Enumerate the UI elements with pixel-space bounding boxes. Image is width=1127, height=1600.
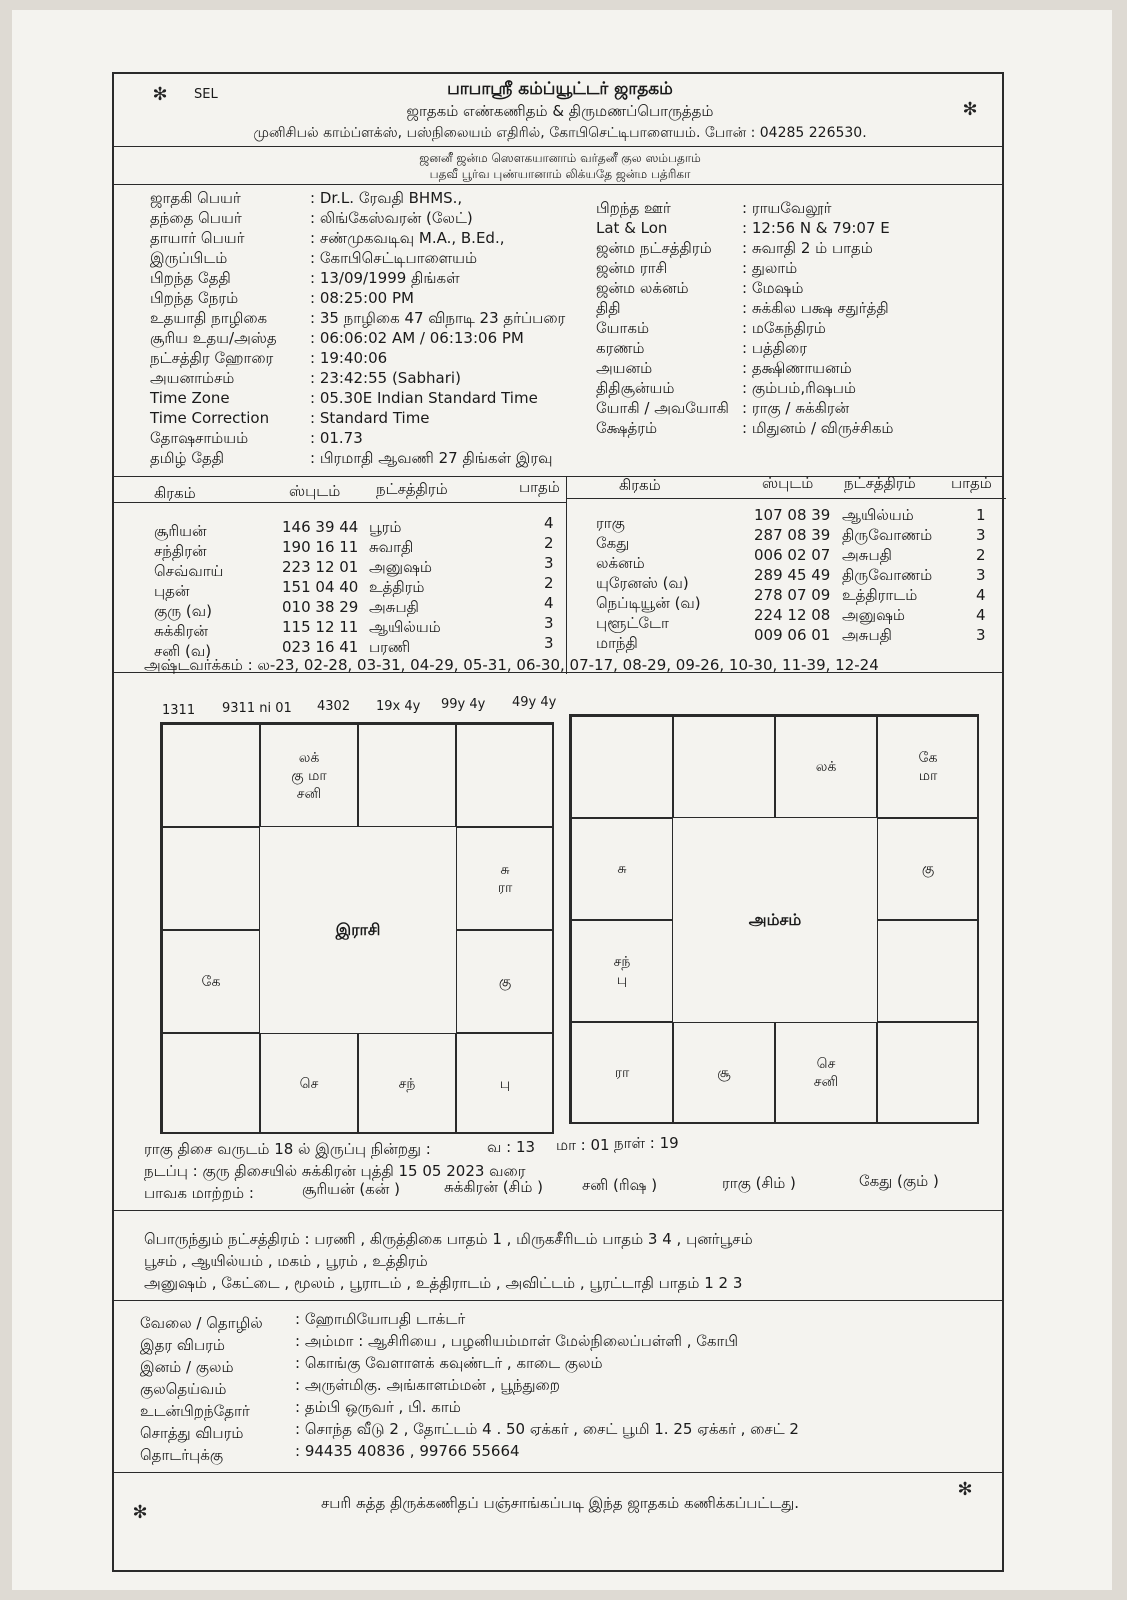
field-label: யோகி / அவயோகி <box>596 399 729 417</box>
rasi-house-8: சந் <box>358 1033 456 1134</box>
amsam-house-9: சூ <box>673 1022 775 1124</box>
footer-note: சபரி சுத்த திருக்கணிதப் பஞ்சாங்கப்படி இந்த ஜாதகம் கணிக்கப்பட்டது. <box>320 1494 800 1512</box>
planet-pada: 4 <box>976 606 986 624</box>
rasi-house-1 <box>162 724 260 827</box>
planet-pada: 3 <box>544 614 554 632</box>
dasa-balance: ராகு திசை வருடம் 18 ல் இருப்பு நின்றது : <box>144 1140 431 1158</box>
planet-sputam: 224 12 08 <box>754 606 831 624</box>
amsam-house-1 <box>571 716 673 818</box>
shop-address: முனிசிபல் காம்ப்ளக்ஸ், பஸ்நிலையம் எதிரில், கோபிசெட்டிபாளையம். போன் : 04285 226530. <box>253 125 867 141</box>
field-label: ஜன்ம நட்சத்திரம் <box>596 239 712 257</box>
matching-line-2: பூசம் , ஆயில்யம் , மகம் , பூரம் , உத்திரம் <box>144 1252 428 1270</box>
detail-label: குலதெய்வம் <box>140 1380 227 1398</box>
field-value: : 06:06:02 AM / 06:13:06 PM <box>310 329 524 347</box>
planet-pada: 4 <box>544 594 554 612</box>
col-header-graham-2: கிரகம் <box>619 476 661 494</box>
planet-name: லக்னம் <box>596 554 645 572</box>
planet-name: யுரேனஸ் (வ) <box>596 574 689 592</box>
field-label: தாயார் பெயர் <box>150 229 245 247</box>
field-label: பிறந்த ஊர் <box>596 199 671 217</box>
field-label: உதயாதி நாழிகை <box>150 309 268 327</box>
planet-pada: 2 <box>976 546 986 564</box>
ashtakavarga: அஷ்டவர்க்கம் : ல-23, 02-28, 03-31, 04-29, 05-31, 06-30, 07-17, 08-29, 09-26, 10-30, 11-39, 12-24 <box>144 656 879 674</box>
planet-star: உத்திராடம் <box>842 586 918 604</box>
planet-pada: 3 <box>976 526 986 544</box>
amsam-house-5: கு <box>877 818 979 920</box>
planet-sputam: 023 16 41 <box>282 638 359 656</box>
detail-label: இதர விபரம் <box>140 1336 225 1354</box>
planet-name: குரு (வ) <box>154 602 212 620</box>
planet-star: பரணி <box>369 638 411 656</box>
current-period: நடப்பு : குரு திசையில் சுக்கிரன் புத்தி 15 05 2023 வரை <box>144 1162 526 1180</box>
field-label: ஜன்ம லக்னம் <box>596 279 689 297</box>
field-label: கரணம் <box>596 339 645 357</box>
field-label: தந்தை பெயர் <box>150 209 242 227</box>
planet-sputam: 146 39 44 <box>282 518 359 536</box>
code-5: 99y 4y <box>441 697 486 712</box>
matching-line-3: அனுஷம் , கேட்டை , மூலம் , பூராடம் , உத்திராடம் , அவிட்டம் , பூரட்டாதி பாதம் 1 2 3 <box>144 1274 743 1292</box>
planet-name: புளூட்டோ <box>596 614 669 632</box>
field-value: : பத்திரை <box>742 339 807 357</box>
planet-pada: 4 <box>544 514 554 532</box>
field-value: : கோபிசெட்டிபாளையம் <box>310 249 478 267</box>
code-3: 4302 <box>317 699 351 714</box>
logo-icon-right: ✻ <box>962 99 978 120</box>
detail-value: : தம்பி ஒருவர் , பி. காம் <box>295 1398 461 1416</box>
matching-line-1: பொருந்தும் நட்சத்திரம் : பரணி , கிருத்திகை பாதம் 1 , மிருகசீரிடம் பாதம் 3 4 , புனர்பூசம் <box>144 1230 753 1248</box>
code-6: 49y 4y <box>512 695 557 710</box>
detail-label: வேலை / தொழில் <box>140 1314 263 1332</box>
field-value: : Dr.L. ரேவதி BHMS., <box>310 189 463 207</box>
planet-sputam: 278 07 09 <box>754 586 831 604</box>
shop-subtitle: ஜாதகம் எண்கணிதம் & திருமணப்பொருத்தம் <box>406 102 714 120</box>
field-label: யோகம் <box>596 319 650 337</box>
bhava-item: ராகு (சிம் ) <box>722 1174 796 1192</box>
code-4: 19x 4y <box>376 699 421 714</box>
planet-name: சனி (வ) <box>154 642 212 660</box>
rasi-house-7: பு <box>456 1033 554 1134</box>
field-label: சூரிய உதய/அஸ்த <box>150 329 277 347</box>
planet-pada: 3 <box>544 634 554 652</box>
detail-label: உடன்பிறந்தோர் <box>140 1402 250 1420</box>
detail-value: : அருள்மிகு. அங்காளம்மன் , பூந்துறை <box>295 1376 560 1394</box>
amsam-house-4: கே மா <box>877 716 979 818</box>
planet-star: ஆயில்யம் <box>369 618 441 636</box>
planet-sputam: 151 04 40 <box>282 578 359 596</box>
field-label: Time Correction <box>150 409 270 427</box>
col-header-patham: பாதம் <box>519 478 560 496</box>
field-value: : 23:42:55 (Sabhari) <box>310 369 461 387</box>
bhava-item: சனி (ரிஷ ) <box>582 1176 658 1194</box>
planet-name: நெப்டியூன் (வ) <box>596 594 701 612</box>
planet-pada: 2 <box>544 574 554 592</box>
bhava-item: சூரியன் (கன் ) <box>302 1180 400 1198</box>
field-label: ஜாதகி பெயர் <box>150 189 241 207</box>
field-label: திதி <box>596 299 621 317</box>
detail-value: : ஹோமியோபதி டாக்டர் <box>295 1310 466 1328</box>
planet-star: ஆயில்யம் <box>842 506 914 524</box>
code-1: 1311 <box>162 703 196 718</box>
field-label: நட்சத்திர ஹோரை <box>150 349 274 367</box>
amsam-house-8: செ சனி <box>775 1022 877 1124</box>
planet-pada: 1 <box>976 506 986 524</box>
planet-name: ராகு <box>596 514 625 532</box>
planet-name: சூரியன் <box>154 522 207 540</box>
field-value: : சுக்கில பக்ஷ சதுர்த்தி <box>742 299 889 317</box>
rasi-house-2: லக் கு மா சனி <box>260 724 358 827</box>
detail-label: இனம் / குலம் <box>140 1358 234 1376</box>
planet-star: திருவோணம் <box>842 566 933 584</box>
rasi-house-12 <box>162 827 260 930</box>
logo-icon-bottom-right: ✻ <box>957 1479 973 1500</box>
planet-star: அசுபதி <box>842 626 892 644</box>
bhava-item: கேது (கும் ) <box>859 1172 939 1190</box>
bhava-item: சுக்கிரன் (சிம் ) <box>444 1178 544 1196</box>
rasi-house-9: செ <box>260 1033 358 1134</box>
planet-pada: 2 <box>544 534 554 552</box>
planet-name: சுக்கிரன் <box>154 622 208 640</box>
detail-value: : அம்மா : ஆசிரியை , பழனியம்மாள் மேல்நிலைப்பள்ளி , கோபி <box>295 1332 738 1350</box>
detail-value: : சொந்த வீடு 2 , தோட்டம் 4 . 50 ஏக்கர் , சைட் பூமி 1. 25 ஏக்கர் , சைட் 2 <box>295 1420 799 1438</box>
field-value: : ராயவேலூர் <box>742 199 832 217</box>
rasi-house-6: கு <box>456 930 554 1033</box>
logo-icon-bottom-left: ✻ <box>132 1502 148 1523</box>
field-value: : 13/09/1999 திங்கள் <box>310 269 460 287</box>
col-header-sputam-2: ஸ்புடம் <box>762 474 814 492</box>
horoscope-sheet <box>12 10 1112 1590</box>
field-label: தோஷசாம்யம் <box>150 429 249 447</box>
planet-sputam: 287 08 39 <box>754 526 831 544</box>
field-value: : ராகு / சுக்கிரன் <box>742 399 850 417</box>
horoscope-frame <box>112 72 1004 1572</box>
col-header-sputam: ஸ்புடம் <box>289 482 341 500</box>
col-header-nakshatra-2: நட்சத்திரம் <box>844 474 916 492</box>
field-label: Lat & Lon <box>596 219 668 237</box>
dasa-years: வ : 13 <box>487 1138 536 1156</box>
planet-sputam: 223 12 01 <box>282 558 359 576</box>
amsam-center-label: அம்சம் <box>748 910 802 929</box>
field-value: : துலாம் <box>742 259 798 277</box>
amsam-house-10: ரா <box>571 1022 673 1124</box>
detail-label: சொத்து விபரம் <box>140 1424 244 1442</box>
amsam-house-6 <box>877 920 979 1022</box>
bhava-label: பாவக மாற்றம் : <box>144 1184 254 1202</box>
planet-pada: 3 <box>976 566 986 584</box>
planet-sputam: 009 06 01 <box>754 626 831 644</box>
field-label: க்ஷேத்ரம் <box>596 419 658 437</box>
field-label: பிறந்த நேரம் <box>150 289 239 307</box>
dasa-days: நாள் : 19 <box>614 1134 679 1152</box>
dasa-months: மா : 01 <box>556 1136 610 1154</box>
field-value: : மகேந்திரம் <box>742 319 826 337</box>
rasi-center-label: இராசி <box>335 920 381 939</box>
rasi-chart <box>160 722 554 1134</box>
amsam-house-12: சு <box>571 818 673 920</box>
planet-star: பூரம் <box>369 518 402 536</box>
detail-value: : கொங்கு வேளாளக் கவுண்டர் , காடை குலம் <box>295 1354 603 1372</box>
detail-value: : 94435 40836 , 99766 55664 <box>295 1442 520 1460</box>
planet-name: மாந்தி <box>596 634 638 652</box>
col-header-graham: கிரகம் <box>154 484 196 502</box>
amsam-house-3: லக் <box>775 716 877 818</box>
amsam-house-11: சந் பு <box>571 920 673 1022</box>
field-label: பிறந்த தேதி <box>150 269 231 287</box>
field-value: : Standard Time <box>310 409 430 427</box>
planet-star: அனுஷம் <box>369 558 432 576</box>
field-label: அயனம் <box>596 359 653 377</box>
planet-sputam: 107 08 39 <box>754 506 831 524</box>
col-header-nakshatra: நட்சத்திரம் <box>376 480 448 498</box>
field-label: தமிழ் தேதி <box>150 449 225 467</box>
field-value: : மேஷம் <box>742 279 804 297</box>
rasi-house-4 <box>456 724 554 827</box>
field-label: அயனாம்சம் <box>150 369 235 387</box>
field-value: : கும்பம்,ரிஷபம் <box>742 379 856 397</box>
blessing-line-1: ஜனனீ ஜன்ம ஸௌகயானாம் வர்தனீ குல ஸம்பதாம் <box>419 151 701 165</box>
planet-star: திருவோணம் <box>842 526 933 544</box>
amsam-chart <box>569 714 979 1124</box>
field-value: : மிதுனம் / விருச்சிகம் <box>742 419 894 437</box>
amsam-house-7 <box>877 1022 979 1124</box>
field-value: : 05.30E Indian Standard Time <box>310 389 538 407</box>
planet-name: புதன் <box>154 582 190 600</box>
planet-star: அனுஷம் <box>842 606 905 624</box>
logo-icon: ✻ <box>152 84 168 105</box>
blessing-line-2: பதவீ பூர்வ புண்யானாம் லிக்யதே ஜன்ம பத்ரிகா <box>429 167 691 181</box>
planet-star: சுவாதி <box>369 538 414 556</box>
field-value: : 01.73 <box>310 429 363 447</box>
code-2: 9311 ni 01 <box>222 701 292 716</box>
planet-pada: 4 <box>976 586 986 604</box>
field-value: : 08:25:00 PM <box>310 289 414 307</box>
rasi-house-3 <box>358 724 456 827</box>
planet-star: உத்திரம் <box>369 578 425 596</box>
field-value: : பிரமாதி ஆவணி 27 திங்கள் இரவு <box>310 449 553 467</box>
sel-mark: SEL <box>194 87 218 102</box>
amsam-house-2 <box>673 716 775 818</box>
planet-sputam: 289 45 49 <box>754 566 831 584</box>
planet-pada: 3 <box>544 554 554 572</box>
planet-name: செவ்வாய் <box>154 562 224 580</box>
field-label: ஜன்ம ராசி <box>596 259 668 277</box>
field-value: : சுவாதி 2 ம் பாதம் <box>742 239 873 257</box>
planet-sputam: 006 02 07 <box>754 546 831 564</box>
planet-sputam: 010 38 29 <box>282 598 359 616</box>
col-header-patham-2: பாதம் <box>951 474 992 492</box>
field-label: திதிசூன்யம் <box>596 379 675 397</box>
field-label: இருப்பிடம் <box>150 249 228 267</box>
field-value: : சண்முகவடிவு M.A., B.Ed., <box>310 229 505 247</box>
field-label: Time Zone <box>150 389 230 407</box>
planet-name: சந்திரன் <box>154 542 207 560</box>
field-value: : 12:56 N & 79:07 E <box>742 219 890 237</box>
shop-title: பாபாஸ்ரீ கம்ப்யூட்டர் ஜாதகம் <box>447 79 673 99</box>
planet-star: அசுபதி <box>842 546 892 564</box>
planet-star: அசுபதி <box>369 598 419 616</box>
rasi-house-5: சு ரா <box>456 827 554 930</box>
field-value: : 35 நாழிகை 47 விநாடி 23 தர்ப்பரை <box>310 309 566 327</box>
field-value: : 19:40:06 <box>310 349 388 367</box>
planet-name: கேது <box>596 534 630 552</box>
detail-label: தொடர்புக்கு <box>140 1446 224 1464</box>
planet-sputam: 115 12 11 <box>282 618 359 636</box>
planet-sputam: 190 16 11 <box>282 538 359 556</box>
rasi-house-10 <box>162 1033 260 1134</box>
rasi-house-11: கே <box>162 930 260 1033</box>
field-value: : தக்ஷிணாயனம் <box>742 359 852 377</box>
planet-pada: 3 <box>976 626 986 644</box>
field-value: : லிங்கேஸ்வரன் (லேட்) <box>310 209 473 227</box>
